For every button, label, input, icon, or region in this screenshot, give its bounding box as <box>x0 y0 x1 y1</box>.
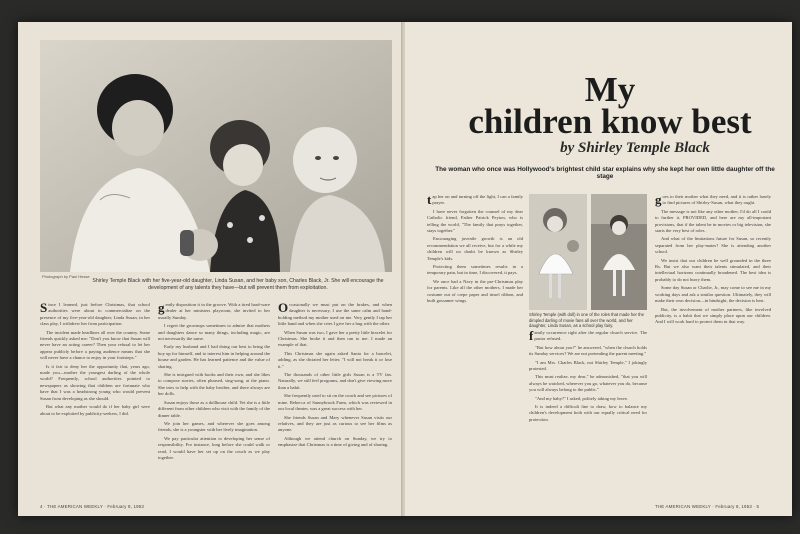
paragraph: But, the involvement of mother partners, like involved publicity, is a habit that we simply place upon our children. And I will work hard to protect them in that way. <box>655 306 771 325</box>
paragraph: Encouraging juvenile growth is an old recommendation we all receive, but for a while my children will no doubt be known as Shirley Temple's kids. <box>427 236 523 261</box>
small-photos <box>529 194 649 329</box>
paragraph: Is it fair to deny her the opportunity that, years ago, made you—mother the youngest darling of the whole world? Frequently, school authorities pointed to newspapers as showing that children are fortunate who have that I was a headstrong young who would prevent Susan from developing as she should. <box>40 363 150 401</box>
paragraph: Although we attend church on Sunday, we try to emphasize that Christmas is a time of giving and of sharing. <box>278 435 392 448</box>
article-column-1 <box>40 302 150 498</box>
paragraph: The incident made headlines all over the country. Some friends quickly asked me: "Don't you know that Susan will never have an acting career? Then your refusal to let her appear publicly before a paying audience means that she will never have a chance to enjoy in your footsteps." <box>40 329 150 361</box>
family-photo-image <box>40 40 392 272</box>
article-title <box>445 70 775 141</box>
paragraph: When Susan was two, I gave her a pretty little bracelet for Christmas. She broke it and then ran to me. I made an example of that. <box>278 329 392 348</box>
byline: by Shirley Temple Black <box>560 140 710 156</box>
photo-credit: Photograph by Paul Hesse <box>42 274 90 279</box>
article-column-5 <box>529 330 647 498</box>
paragraph: Susan enjoys those as a dollhouse child. Yet she is a little different from other children who visit with the family of the dinner table. <box>158 399 270 418</box>
photo-caption: Shirley Temple Black with her five-year-old daughter, Linda Susan, and her baby son, Charles Black, Jr. She will encourage the development of any talents they have—but will prevent them from exploitation. <box>92 278 384 291</box>
paragraph: The thousands of other little girls Susan is a TV fan. Naturally, we still feel programs, and don't give viewing more than a habit. <box>278 372 392 390</box>
paragraph: The message is not like any other mother, I'd do all I could to further it, PROVIDED, and here are my all-important provisions, that if the talent be in movies or big television, she starts the very best of roles. <box>655 208 771 234</box>
folio-left: 4 · THE AMERICAN WEEKLY · February 8, 1953 <box>40 504 145 509</box>
linda-susan-photo <box>591 194 647 310</box>
paragraph: We pay particular attention to developing her sense of responsibility. For instance, long before she could walk or read, I would have her set up on the couch as we play together. <box>158 435 270 460</box>
paragraph: "But how about you?" he answered, "when the church holds its Sunday services? We are not pretending the parent meeting." <box>529 344 647 357</box>
family-photo <box>40 40 392 272</box>
paragraph: "And my baby?" I asked, politely taking my leave. <box>535 395 629 401</box>
article-column-3 <box>278 302 392 498</box>
paragraph: Since I learned, just before Christmas, that school authorities were about to commercialize on the presence of my five-year-old daughter, Linda Susan, in her class play, I withdrew her from participation. <box>40 302 150 327</box>
paragraph: goes to their mother what they need, and it is rather lonely to find pictures of Shirley-Susan, what they ought. <box>655 194 771 207</box>
paragraph: She friends Susan and Mary whenever Susan visits our relatives, and they are just as curious to see her films as anyone. <box>278 414 392 433</box>
paragraph: family occurrence right after the regular church service. The pastor refused. <box>529 330 647 343</box>
paragraph: Some day Susan or Charlie, Jr., may come to see me in my working days and ask a similar question. Ultimately, they will make their own decision—in hindsight, the decision is best. <box>655 285 771 304</box>
paragraph: Occasionally we must put on the brakes, and when daughter is necessary, I use the same calm and hand-holding method my mother used on me. Very gently I tap her little hand and when she cries I give her a hug with the other. <box>278 302 392 327</box>
paragraph: We insist that our children be well grounded in the three Rs. But we also want their talents stimulated, and their intellectual horizons continually broadened. The best idea is probably to do not hurry them. <box>655 257 771 282</box>
paragraph: And what of the limitations future for Susan, so recently separated from her play-mates? She is attending another school. <box>655 236 771 255</box>
small-photo-caption: Shirley Temple (with doll) in one of the roles that made her the dimpled darling of movie fans all over the world, and her daughter, Linda Susan, as a school play fairy. <box>529 312 644 329</box>
folio-right: THE AMERICAN WEEKLY · February 8, 1953 · 5 <box>655 504 760 509</box>
title-line-2: children know best <box>468 102 752 141</box>
paragraph: I regret the grownups sometimes to admire that mothers and daughters dance so many things, including magic, are not necessarily the same. <box>158 323 270 342</box>
paragraph: She is intrigued with books and their own, and she likes to compose stories, often phrased, sing-song, at the piano. She tries to help with the baby brother, and there always are her dolls. <box>158 372 270 397</box>
paragraph: This must realize, my dear," he admonished, "that you will always be watched, wherever you go, whatever you do, because you will always belong to the public." <box>529 374 647 393</box>
paragraph: tap her on and turning off the light, I can a family prayer. <box>427 194 523 207</box>
paragraph: It is indeed a difficult line to draw, how to balance my children's development both with our equally critical need for protection. <box>529 404 647 422</box>
paragraph: gently disposition it in the groove. With a tired hard-ware dealer at her ministers playroom, she invited to her usually Sunday. <box>158 302 270 320</box>
article-column-4 <box>427 194 523 498</box>
right-page <box>405 22 792 516</box>
left-page <box>18 22 403 516</box>
article-column-2 <box>158 302 270 498</box>
article-deck: The woman who once was Hollywood's brightest child star explains why she kept her own little daughter off the stage <box>435 166 775 180</box>
paragraph: I have never forgotten the counsel of my dear Catholic friend, Father Patrick Peyton, who is telling the world, "The family that prays together, stays together." <box>427 208 523 234</box>
title-line-1: My <box>584 70 636 109</box>
shirley-temple-photo <box>529 194 587 310</box>
paragraph: "I am Mrs. Charles Black, not Shirley Temple," I jokingly protested. <box>529 359 647 372</box>
paragraph: But what any mother would do if her baby girl were about to be exploited by publicity-seekers, I did. <box>40 404 150 416</box>
paragraph: We join her games, and wherever she goes among friends, she is a youngster with her lively imagination. <box>158 420 270 433</box>
paragraph: Protecting them sometimes results in a temporary pain, but in time, I discovered, it pays. <box>427 264 523 276</box>
paragraph: Early my husband and I had doing our best to bring the boy up for himself, and to interest him in helping around the house and garden. He has learned patience and the value of sharing. <box>158 344 270 369</box>
paragraph: She frequently used to sit on the couch and see pictures of mine. Rebecca of Sunnybrook Farm, which was reviewed in our local theater, was a great success with her. <box>278 393 392 412</box>
magazine-spread <box>18 22 792 516</box>
article-column-6 <box>655 194 771 498</box>
paragraph: We once had a Navy in the pre-Christmas play for parents. Like all the other mothers, I made her costume out of crepe paper and tinsel ribbon, and built gossamer wings. <box>427 278 523 304</box>
paragraph: This Christmas she again asked Santa for a bracelet, adding, as she dictated her letter, "I will not break it or lose it." <box>278 350 392 369</box>
